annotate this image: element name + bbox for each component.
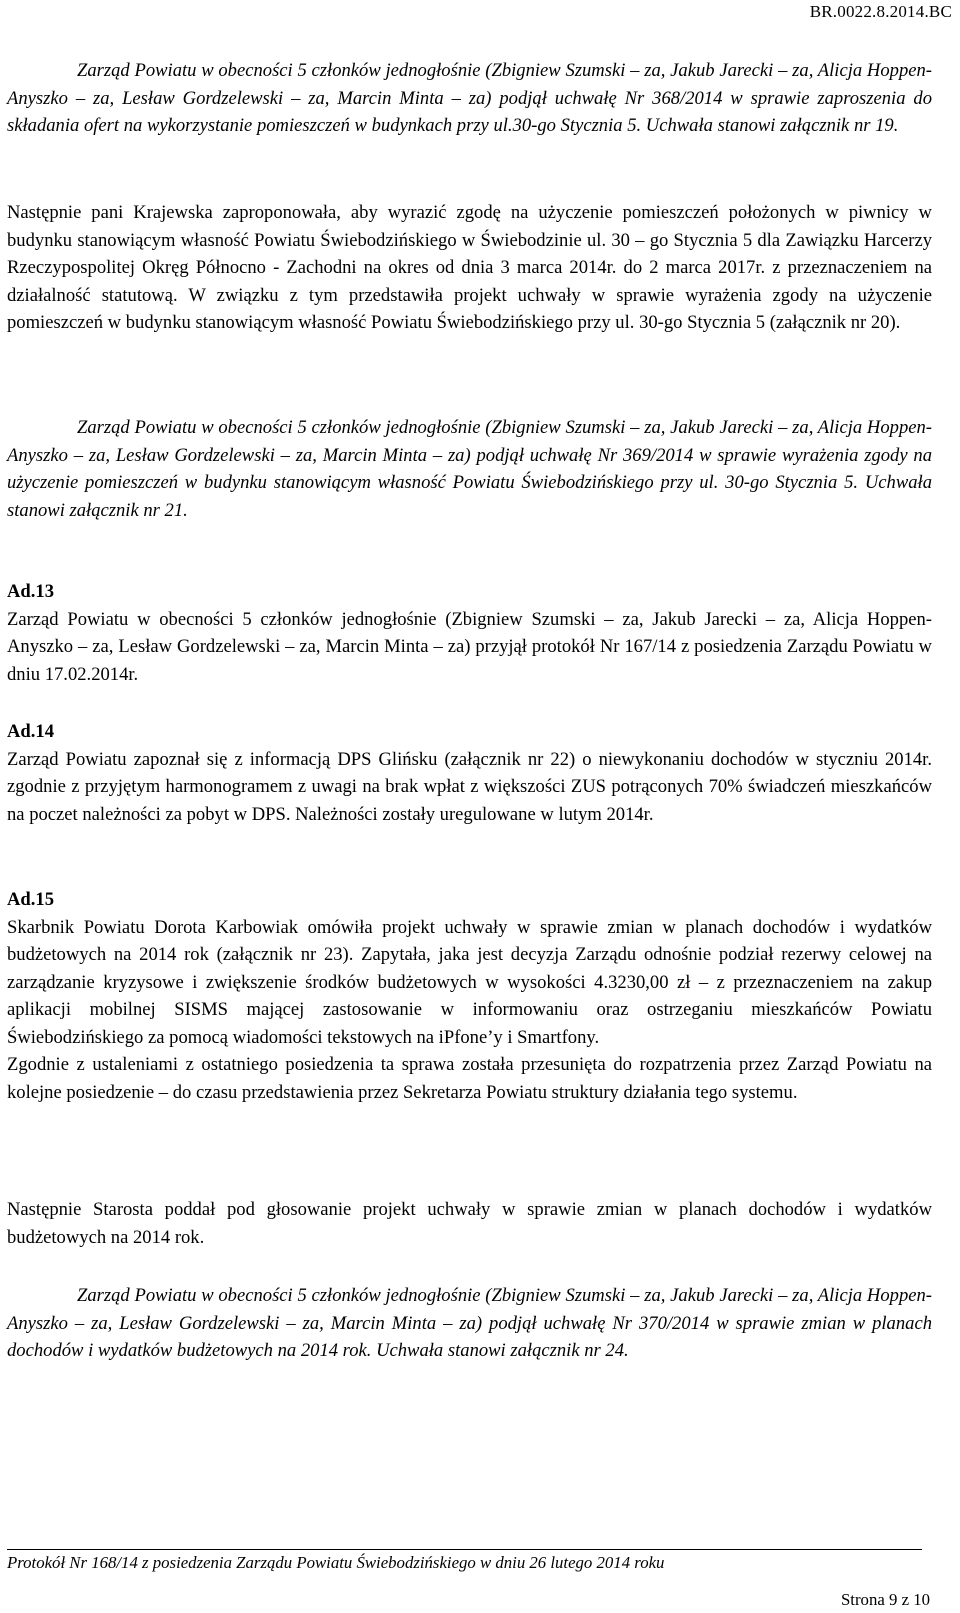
page-number: Strona 9 z 10 — [840, 1590, 930, 1609]
krajewska-proposal-text: Następnie pani Krajewska zaproponowała, aby wyrazić zgodę na użyczenie pomieszczeń położonych w piwnicy w budynku stanowiącym własność Powiatu Świebodzińskiego w Świebodzinie ul. 30 – go Stycznia 5 dla Zawiązku Harcerzy Rzeczypospolitej Okręg Północno - Zachodni na okres od dnia 3 marca 2014r. do 2 marca 2017r. z przeznaczeniem na działalność statutową. W związku z tym przedstawiła projekt uchwały w sprawie wyrażenia zgody na użyczenie pomieszczeń w budynku stanowiącym własność Powiatu Świebodzińskiego przy ul. 30-go Stycznia 5 (załącznik nr 20). — [7, 202, 932, 333]
resolution-370-text: Zarząd Powiatu w obecności 5 członków jednogłośnie (Zbigniew Szumski – za, Jakub Jarecki – za, Alicja Hoppen-Anyszko – za, Lesław Gordzelewski – za, Marcin Minta – za) podjął uchwałę Nr 370/2014 w sprawie zmian w planach dochodów i wydatków budżetowych na 2014 rok. Uchwała stanowi załącznik nr 24. — [7, 1285, 932, 1361]
section-ad14 — [7, 718, 932, 828]
ad14-text: Zarząd Powiatu zapoznał się z informacją DPS Glińsku (załącznik nr 22) o niewykonaniu dochodów w styczniu 2014r. zgodnie z przyjętym harmonogramem z uwagi na brak wpłat z większości ZUS potrąconych 70% świadczeń mieszkańców na poczet należności za pobyt w DPS. Należności zostały uregulowane w lutym 2014r. — [7, 748, 932, 825]
starosta-vote-text: Następnie Starosta poddał pod głosowanie projekt uchwały w sprawie zmian w planach dochodów i wydatków budżetowych na 2014 rok. — [7, 1199, 932, 1248]
resolution-369-paragraph — [7, 414, 932, 524]
ad15-text-2: Zgodnie z ustaleniami z ostatniego posiedzenia ta sprawa została przesunięta do rozpatrzenia przez Zarząd Powiatu na kolejne posiedzenie – do czasu przedstawienia przez Sekretarza Powiatu struktury działania tego systemu. — [7, 1054, 932, 1103]
section-ad15 — [7, 886, 932, 1106]
ad13-text: Zarząd Powiatu w obecności 5 członków jednogłośnie (Zbigniew Szumski – za, Jakub Jarecki – za, Alicja Hoppen-Anyszko – za, Lesław Gordzelewski – za, Marcin Minta – za) przyjął protokół Nr 167/14 z posiedzenia Zarządu Powiatu w dniu 17.02.2014r. — [7, 608, 932, 685]
footer-protocol-title: Protokół Nr 168/14 z posiedzenia Zarządu Powiatu Świebodzińskiego w dniu 26 lutego 2014 roku — [7, 1553, 665, 1572]
resolution-370-paragraph — [7, 1282, 932, 1365]
resolution-368-paragraph — [7, 57, 932, 140]
krajewska-proposal-paragraph — [7, 199, 932, 337]
starosta-vote-paragraph — [7, 1196, 932, 1251]
section-ad13 — [7, 578, 932, 688]
document-reference: BR.0022.8.2014.BC — [809, 2, 952, 21]
ad15-heading: Ad.15 — [7, 889, 55, 910]
ad15-text-1: Skarbnik Powiatu Dorota Karbowiak omówiła projekt uchwały w sprawie zmian w planach dochodów i wydatków budżetowych na 2014 rok (załącznik nr 23). Zapytała, jaka jest decyzja Zarządu odnośnie podział rezerwy celowej na zarządzanie kryzysowe i zwiększenie środków budżetowych w wysokości 4.3230,00 zł – z przeznaczeniem na zakup aplikacji mobilnej SISMS mającej zastosowanie w informowaniu oraz ostrzeganiu mieszkańców Powiatu Świebodzińskiego za pomocą wiadomości tekstowych na iPfone’y i Smartfony. — [7, 916, 932, 1048]
footer-divider — [7, 1549, 922, 1550]
resolution-369-text: Zarząd Powiatu w obecności 5 członków jednogłośnie (Zbigniew Szumski – za, Jakub Jarecki – za, Alicja Hoppen-Anyszko – za, Lesław Gordzelewski – za, Marcin Minta – za) podjął uchwałę Nr 369/2014 w sprawie wyrażenia zgody na użyczenie pomieszczeń w budynku stanowiącym własność Powiatu Świebodzińskiego przy ul. 30-go Stycznia 5. Uchwała stanowi załącznik nr 21. — [7, 417, 932, 521]
resolution-368-text: Zarząd Powiatu w obecności 5 członków jednogłośnie (Zbigniew Szumski – za, Jakub Jarecki – za, Alicja Hoppen-Anyszko – za, Lesław Gordzelewski – za, Marcin Minta – za) podjął uchwałę Nr 368/2014 w sprawie zaproszenia do składania ofert na wykorzystanie pomieszczeń w budynkach przy ul.30-go Stycznia 5. Uchwała stanowi załącznik nr 19. — [7, 60, 932, 136]
ad13-heading: Ad.13 — [7, 581, 55, 602]
ad14-heading: Ad.14 — [7, 721, 55, 742]
